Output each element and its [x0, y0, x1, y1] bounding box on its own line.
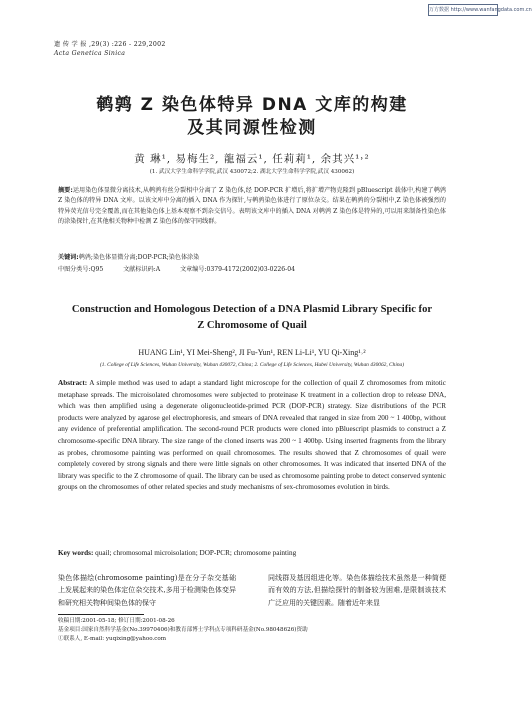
classification-row: [58, 265, 458, 275]
abstract-cn-text: 运用染色体显微分离技术,从鹌鹑有丝分裂相中分离了 Z 染色体,经 DOP-PCR 扩增后,将扩增产物克隆到 pBluescript 载体中,构建了鹌鹑 Z 染色体的特异 DNA 文库。以该文库中分离的插入 DNA 作为探针,与鹌鹑染色体进行了原位杂交。结果在鹌鹑的分裂相中,Z 染色体被强烈的特异荧光信号完全覆盖,而在其他染色体上基本观察不到杂交信号。表明该文库中的插入 DNA 对鹌鹑 Z 染色体是特异的,可以用来制备性染色体的涂染探针,在其他相关物种中检测 Z 染色体的保守同线群。: [58, 187, 446, 226]
keywords-cn-text: 鹌鹑;染色体显微分离;DOP-PCR;染色体涂染: [78, 254, 200, 261]
keywords-en-text: quail; chromosomal microisolation; DOP-PCR; chromosome painting: [95, 549, 297, 557]
footnote-divider: [58, 614, 144, 615]
journal-citation: 遗 传 学 报 ,29(3) :226 - 229,2002: [54, 41, 166, 48]
keywords-cn: [58, 253, 446, 263]
abstract-cn-label: 摘要:: [58, 187, 73, 194]
title-en-line1: Construction and Homologous Detection of a DNA Plasmid Library Specific for: [71, 304, 433, 315]
title-en-line2: Z Chromosome of Quail: [197, 320, 307, 331]
watermark-stamp: 万方数据 http://www.wanfangdata.com.cn: [428, 4, 498, 16]
authors-en: HUANG Lin¹, YI Mei-Sheng², JI Fu-Yun¹, REN Li-Li¹, YU Qi-Xing¹˒²: [138, 348, 366, 357]
document-code: 文献标识码:A: [123, 266, 161, 273]
footnote-funding: 基金项目:国家自然科学基金(No.39970406)和教育部博士学科点专项科研基金(No.98048626)资助: [58, 627, 308, 633]
footnote-received: 收稿日期:2001-05-18; 修订日期:2001-08-26: [58, 618, 175, 624]
footnote-block: [58, 617, 448, 644]
journal-name-en: Acta Genetica Sinica: [54, 50, 126, 57]
abstract-en: [58, 378, 446, 494]
abstract-cn: [58, 186, 446, 228]
body-column-right: 同线群及基因组进化等。染色体描绘技术虽然是一种简便而有效的方法,但描绘探针的制备较为困难,是限制该技术广泛应用的关键因素。随着近年来显: [268, 574, 446, 607]
abstract-en-label: Abstract:: [58, 379, 88, 387]
keywords-cn-label: 关键词:: [58, 254, 79, 261]
keywords-en-label: Key words:: [58, 549, 94, 557]
clc-number: 中图分类号:Q95: [58, 266, 104, 273]
article-number: 文章编号:0379-4172(2002)03-0226-04: [180, 266, 295, 273]
title-cn-line2: 及其同源性检测: [187, 118, 317, 138]
title-cn-line1: 鹌鹑 Z 染色体特异 DNA 文库的构建: [96, 95, 408, 115]
affiliation-en: (1. College of Life Sciences, Wuhan University, Wuhan 430072, China; 2. College of Life Sciences, Hubei University, Wuhan 430062, China): [99, 362, 405, 368]
abstract-en-text: A simple method was used to adapt a standard light microscope for the collection of quail Z chromosomes from mitotic metaphase spreads. The microisolated chromosomes were subjected to proteinase K treatment in a collection drop to release DNA, which was then amplified using a degenerate oligonucleotide-primed PCR (DOP-PCR) strategy. Size distributions of the PCR products were analyzed by agarose gel electrophoresis, and smears of DNA revealed that ranged in size from 200 ~ 1 400bp, without any evidence of preferential amplification. The second-round PCR products were cloned into pBluescript plasmids to construct a Z chromosome-specific DNA library. The size range of the cloned inserts was 200 ~ 1 400bp. Using inserted fragments from the library as probes, chromosome painting was performed on quail chromosomes. The results showed that Z chromosomes of quail were completely covered by strong signals and there were little signals on other chromosomes. It was indicated that inserted DNA of the library was specific to the Z chromosome of quail. The library can be used as chromosome painting probe to detect conserved syntenic groups on the chromosomes of other related species and study mechanisms of sex-chromosomes evolution in birds.: [58, 379, 446, 492]
keywords-en: [58, 548, 446, 558]
footnote-email: ①联系人, E-mail: yuqixing@yahoo.com: [58, 636, 167, 642]
body-column-left: 染色体描绘(chromosome painting)是在分子杂交基础上发展起来的染色体定位杂交技术,多用于检测染色体变异和研究相关物种间染色体的保守: [58, 574, 236, 607]
authors-cn: 黄 琳¹, 易梅生², 龍福云¹, 任莉莉¹, 余其兴¹˒²: [134, 153, 370, 165]
affiliation-cn: (1. 武汉大学生命科学学院,武汉 430072;2. 湖北大学生命科学学院,武汉 430062): [149, 169, 355, 175]
